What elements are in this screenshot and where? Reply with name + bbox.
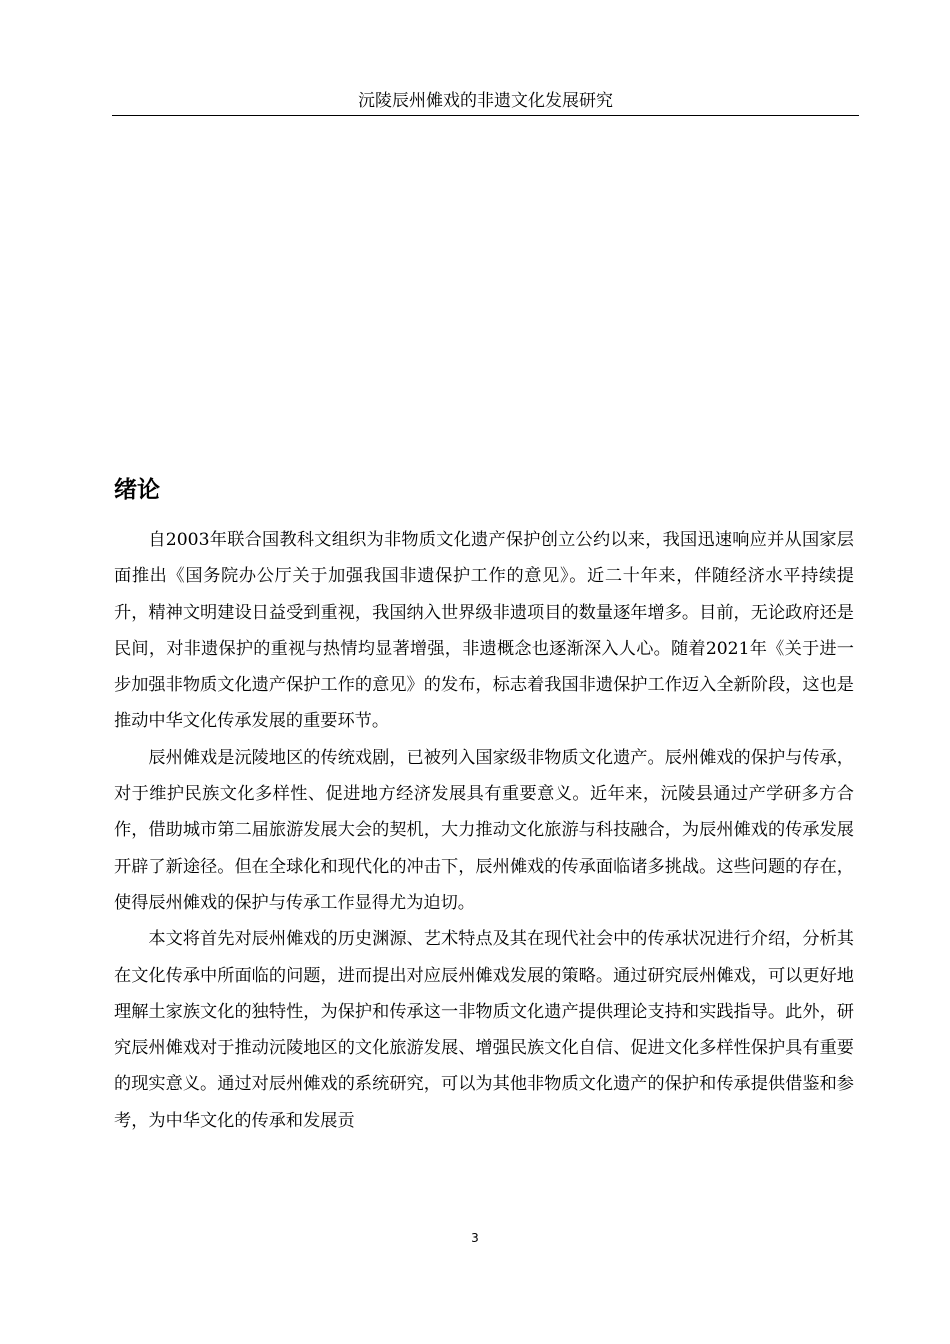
- section-heading: 绪论: [114, 477, 160, 503]
- paragraph-1: 自2003年联合国教科文组织为非物质文化遗产保护创立公约以来，我国迅速响应并从国家层面推出《国务院办公厅关于加强我国非遗保护工作的意见》。近二十年来，伴随经济水平持续提升，精神文明建设日益受到重视，我国纳入世界级非遗项目的数量逐年增多。目前，无论政府还是民间，对非遗保护的重视与热情均显著增强，非遗概念也逐渐深入人心。随着2021年《关于进一步加强非物质文化遗产保护工作的意见》的发布，标志着我国非遗保护工作迈入全新阶段，这也是推动中华文化传承发展的重要环节。: [114, 530, 854, 732]
- page-number: 3: [471, 1231, 479, 1245]
- paragraph-3: 本文将首先对辰州傩戏的历史渊源、艺术特点及其在现代社会中的传承状况进行介绍，分析其在文化传承中所面临的问题，进而提出对应辰州傩戏发展的策略。通过研究辰州傩戏，可以更好地理解土家族文化的独特性，为保护和传承这一非物质文化遗产提供理论支持和实践指导。此外，研究辰州傩戏对于推动沅陵地区的文化旅游发展、增强民族文化自信、促进文化多样性保护具有重要的现实意义。通过对辰州傩戏的系统研究，可以为其他非物质文化遗产的保护和传承提供借鉴和参考，为中华文化的传承和发展贡: [114, 929, 854, 1131]
- paragraph-2: 辰州傩戏是沅陵地区的传统戏剧，已被列入国家级非物质文化遗产。辰州傩戏的保护与传承，对于维护民族文化多样性、促进地方经济发展具有重要意义。近年来，沅陵县通过产学研多方合作，借助城市第二届旅游发展大会的契机，大力推动文化旅游与科技融合，为辰州傩戏的传承发展开辟了新途径。但在全球化和现代化的冲击下，辰州傩戏的传承面临诸多挑战。这些问题的存在，使得辰州傩戏的保护与传承工作显得尤为迫切。: [114, 747, 854, 913]
- running-header: 沅陵辰州傩戏的非遗文化发展研究: [112, 88, 859, 116]
- body-text: [114, 522, 854, 1139]
